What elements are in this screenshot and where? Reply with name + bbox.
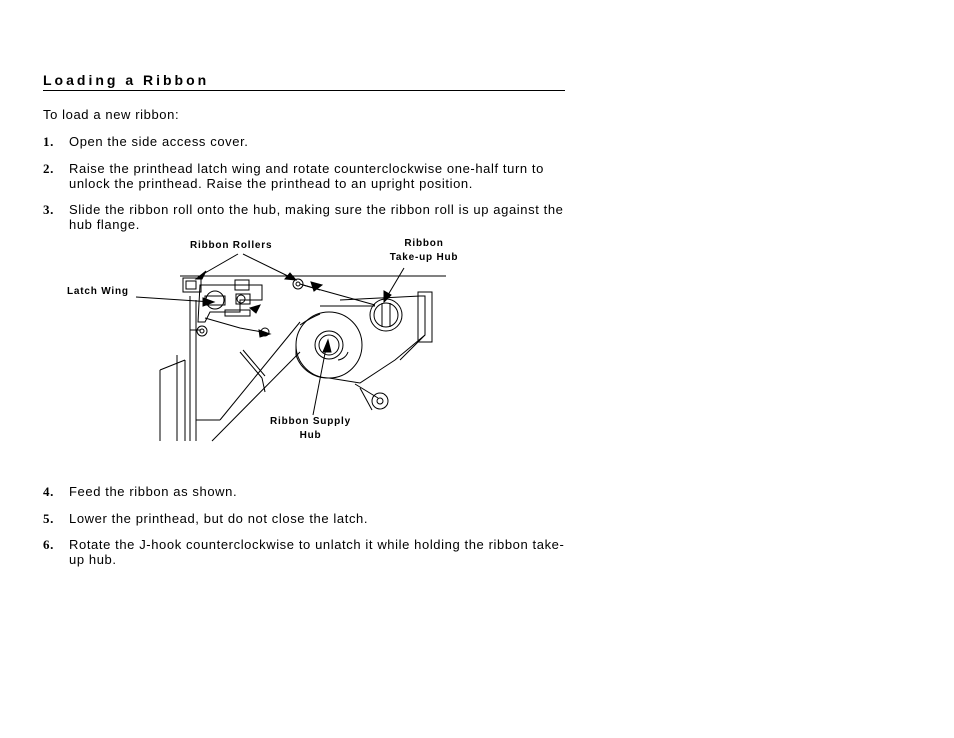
step-number: 3.	[43, 202, 54, 217]
intro-text: To load a new ribbon:	[43, 107, 180, 122]
step-number: 6.	[43, 537, 54, 552]
callout-ribbon-takeup-hub	[384, 237, 464, 265]
ribbon-direction-arrow	[250, 305, 260, 313]
step-text: Rotate the J-hook counterclockwise to unlatch it while holding the ribbon take-up hub.	[69, 537, 565, 567]
step-number: 2.	[43, 161, 54, 176]
callout-line: Take-up Hub	[389, 252, 459, 263]
step-text: Lower the printhead, but do not close the latch.	[69, 511, 369, 526]
callout-line: Hub	[299, 430, 322, 441]
ribbon-path-lower	[205, 318, 262, 332]
arrowhead	[196, 271, 206, 279]
section-heading: Loading a Ribbon	[43, 72, 565, 91]
step-number: 1.	[43, 134, 54, 149]
leader-latch-wing	[136, 297, 212, 302]
callout-line: Ribbon Supply	[270, 416, 351, 427]
step-text: Slide the ribbon roll onto the hub, making sure the ribbon roll is up against the hub flange.	[69, 202, 564, 232]
step-text: Feed the ribbon as shown.	[69, 484, 238, 499]
step-number: 4.	[43, 484, 54, 499]
callout-ribbon-supply-hub	[263, 415, 358, 443]
callout-line: Ribbon	[404, 238, 444, 249]
arrowhead	[384, 291, 391, 302]
leader-ribbon-rollers-2	[243, 254, 294, 279]
ribbon-direction-arrow	[259, 330, 270, 337]
takeup-hub	[370, 299, 402, 331]
lower-roller	[197, 326, 207, 336]
arrowhead	[323, 340, 331, 352]
step-text: Open the side access cover.	[69, 134, 249, 149]
callout-ribbon-rollers: Ribbon Rollers	[190, 240, 273, 251]
leader-supply-hub	[313, 343, 327, 415]
step-text: Raise the printhead latch wing and rotate counterclockwise one-half turn to unlock the printhead. Raise the printhead to an upright position.	[69, 161, 544, 191]
j-hook	[372, 393, 388, 409]
callout-latch-wing: Latch Wing	[67, 286, 129, 297]
step-number: 5.	[43, 511, 54, 526]
